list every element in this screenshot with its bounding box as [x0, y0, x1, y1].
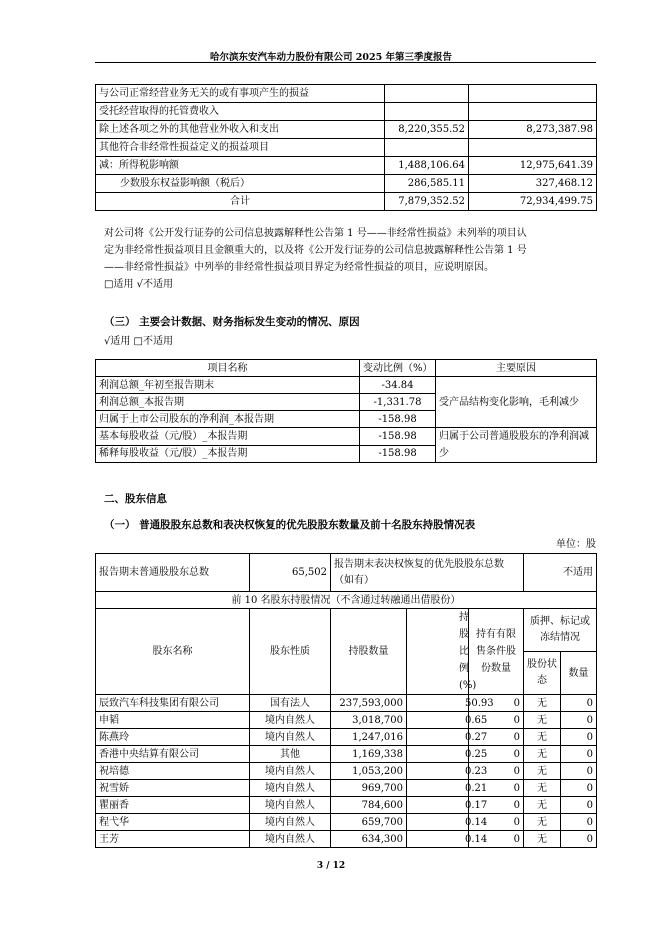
shareholder-restricted: 0: [469, 729, 524, 746]
ratio-cell: -1,331.78: [360, 394, 436, 411]
value-cell: 8,273,387.98: [469, 121, 597, 139]
value-cell: [385, 139, 469, 157]
section-title: （三） 主要会计数据、财务指标发生变动的情况、原因: [104, 316, 360, 328]
shareholder-name: 祝雪娇: [96, 780, 250, 797]
item-cell: 与公司正常经营业务无关的或有事项产生的损益: [96, 85, 385, 103]
subsection-title: （一） 普通股股东总数和表决权恢复的优先股股东数量及前十名股东持股情况表: [104, 519, 476, 531]
shareholder-qty: 0: [561, 712, 597, 729]
shareholder-ratio: 0.65: [407, 712, 469, 729]
shareholder-ratio: 50.93: [407, 695, 469, 712]
total-holders-label: 报告期末普通股股东总数: [96, 554, 250, 592]
shareholder-ratio: 0.17: [407, 797, 469, 814]
table-row-total: [96, 193, 597, 211]
header-pledge: 质押、标记或冻结情况: [524, 609, 597, 652]
shareholder-restricted: 0: [469, 797, 524, 814]
shareholder-ratio: 0.21: [407, 780, 469, 797]
shareholder-shares: 969,700: [331, 780, 407, 797]
header-name: 股东名称: [96, 609, 250, 695]
shareholder-nature: 境内自然人: [250, 831, 331, 848]
shareholder-shares: 237,593,000: [331, 695, 407, 712]
value-cell: 1,488,106.64: [385, 157, 469, 175]
table-row: [96, 746, 597, 763]
shareholder-name: 香港中央结算有限公司: [96, 746, 250, 763]
shareholder-qty: 0: [561, 695, 597, 712]
header-status: 股份状态: [524, 652, 561, 695]
item-cell: 除上述各项之外的其他营业外收入和支出: [96, 121, 385, 139]
ratio-cell: -34.84: [360, 377, 436, 394]
total-label-cell: 合计: [96, 193, 385, 211]
value-cell: [469, 139, 597, 157]
shareholder-name: 程弋华: [96, 814, 250, 831]
shareholder-nature: 境内自然人: [250, 780, 331, 797]
header-restricted: 持有有限售条件股份数量: [469, 609, 524, 695]
top10-caption: 前 10 名股东持股情况（不含通过转融通出借股份）: [96, 592, 597, 609]
unit-label: 单位：股: [556, 539, 596, 550]
note-line: ——非经常性损益》中列举的非经常性损益项目界定为经常性损益的项目，应说明原因。: [104, 262, 494, 273]
table-row: [96, 814, 597, 831]
shareholder-nature: 境内自然人: [250, 712, 331, 729]
shareholder-qty: 0: [561, 746, 597, 763]
shareholder-status: 无: [524, 695, 561, 712]
value-cell: [385, 85, 469, 103]
value-cell: 72,934,499.75: [469, 193, 597, 211]
shareholder-name: 王芳: [96, 831, 250, 848]
shareholder-name: 瞿丽香: [96, 797, 250, 814]
shareholder-nature: 境内自然人: [250, 797, 331, 814]
shareholder-name: 辰致汽车科技集团有限公司: [96, 695, 250, 712]
value-cell: [469, 103, 597, 121]
shareholder-status: 无: [524, 831, 561, 848]
shareholder-qty: 0: [561, 814, 597, 831]
ratio-cell: -158.98: [360, 445, 436, 463]
shareholder-ratio: 0.25: [407, 746, 469, 763]
value-cell: 8,220,355.52: [385, 121, 469, 139]
shareholder-restricted: 0: [469, 695, 524, 712]
shareholder-ratio: 0.14: [407, 831, 469, 848]
page-header-title: 哈尔滨东安汽车动力股份有限公司 2025 年第三季度报告: [209, 52, 453, 63]
table-row: [96, 797, 597, 814]
header-cell: 项目名称: [96, 360, 360, 377]
item-cell: 利润总额_本报告期: [96, 394, 360, 411]
shareholder-ratio: 0.27: [407, 729, 469, 746]
table-row: [96, 695, 597, 712]
table-row: [96, 377, 597, 394]
shareholder-status: 无: [524, 746, 561, 763]
section-options: √适用 □不适用: [104, 336, 173, 347]
shareholder-nature: 境内自然人: [250, 729, 331, 746]
shareholder-restricted: 0: [469, 831, 524, 848]
value-cell: 286,585.11: [385, 175, 469, 193]
item-cell: 稀释每股收益（元/股）_本报告期: [96, 445, 360, 463]
shareholder-qty: 0: [561, 780, 597, 797]
shareholder-qty: 0: [561, 797, 597, 814]
item-cell: 少数股东权益影响额（税后）: [96, 175, 385, 193]
item-cell: 其他符合非经常性损益定义的损益项目: [96, 139, 385, 157]
value-cell: [469, 85, 597, 103]
header-divider: [95, 62, 596, 63]
header-shares: 持股数量: [331, 609, 407, 695]
table-header-row: [96, 609, 597, 652]
item-cell: 基本每股收益（元/股）_本报告期: [96, 428, 360, 446]
shareholder-status: 无: [524, 780, 561, 797]
table-row: [96, 763, 597, 780]
note-options: □适用 √不适用: [104, 279, 173, 290]
shareholder-qty: 0: [561, 763, 597, 780]
table-header-row: [96, 360, 597, 377]
table-row: [96, 121, 597, 139]
shareholder-status: 无: [524, 729, 561, 746]
shareholder-status: 无: [524, 814, 561, 831]
pref-holders-label: 报告期末表决权恢复的优先股股东总数（如有）: [331, 554, 524, 592]
ratio-cell: -158.98: [360, 411, 436, 428]
value-cell: 327,468.12: [469, 175, 597, 193]
table-row: [96, 729, 597, 746]
value-cell: 7,879,352.52: [385, 193, 469, 211]
note-paragraph: [104, 225, 594, 293]
shareholder-status: 无: [524, 763, 561, 780]
shareholder-nature: 境内自然人: [250, 763, 331, 780]
shareholder-restricted: 0: [469, 712, 524, 729]
pref-holders-value: 不适用: [524, 554, 597, 592]
indicator-changes-table: [95, 359, 597, 463]
shareholder-status: 无: [524, 797, 561, 814]
table-row: [96, 712, 597, 729]
shareholder-shares: 3,018,700: [331, 712, 407, 729]
value-cell: 12,975,641.39: [469, 157, 597, 175]
shareholder-restricted: 0: [469, 780, 524, 797]
page-number: 3 / 12: [316, 861, 346, 871]
ratio-cell: -158.98: [360, 428, 436, 446]
table-row: [96, 85, 597, 103]
table-row: [96, 175, 597, 193]
reason-cell: 受产品结构变化影响，毛利减少: [436, 377, 597, 428]
shareholder-shares: 1,169,338: [331, 746, 407, 763]
shareholders-table: [95, 553, 597, 848]
table-row: [96, 157, 597, 175]
note-line: 定为非经常性损益项目且金额重大的，以及将《公开发行证券的公司信息披露解释性公告第 1 号: [104, 245, 527, 256]
shareholder-shares: 784,600: [331, 797, 407, 814]
shareholder-shares: 1,053,200: [331, 763, 407, 780]
value-cell: [385, 103, 469, 121]
shareholder-restricted: 0: [469, 746, 524, 763]
shareholder-nature: 其他: [250, 746, 331, 763]
shareholder-qty: 0: [561, 831, 597, 848]
item-cell: 受托经营取得的托管费收入: [96, 103, 385, 121]
non-recurring-table: [95, 84, 597, 211]
table-row: [96, 831, 597, 848]
table-row: [96, 428, 597, 446]
header-cell: 变动比例（%）: [360, 360, 436, 377]
shareholder-status: 无: [524, 712, 561, 729]
header-ratio: 持股比例(%): [407, 609, 469, 695]
shareholder-nature: 境内自然人: [250, 814, 331, 831]
shareholder-qty: 0: [561, 729, 597, 746]
shareholder-shares: 634,300: [331, 831, 407, 848]
shareholder-restricted: 0: [469, 814, 524, 831]
summary-row: [96, 554, 597, 592]
reason-cell: 归属于公司普通股股东的净利润减少: [436, 428, 597, 463]
shareholder-restricted: 0: [469, 763, 524, 780]
header-qty: 数量: [561, 652, 597, 695]
item-cell: 利润总额_年初至报告期末: [96, 377, 360, 394]
table-row: [96, 103, 597, 121]
total-holders-value: 65,502: [250, 554, 331, 592]
table-row: [96, 139, 597, 157]
shareholder-name: 祝培德: [96, 763, 250, 780]
shareholder-shares: 659,700: [331, 814, 407, 831]
shareholder-ratio: 0.23: [407, 763, 469, 780]
header-cell: 主要原因: [436, 360, 597, 377]
shareholder-shares: 1,247,016: [331, 729, 407, 746]
header-nature: 股东性质: [250, 609, 331, 695]
caption-row: [96, 592, 597, 609]
shareholder-ratio: 0.14: [407, 814, 469, 831]
note-line: 对公司将《公开发行证券的公司信息披露解释性公告第 1 号——非经常性损益》未列举的项目认: [104, 228, 527, 239]
section-title: 二、股东信息: [104, 493, 167, 505]
shareholder-name: 陈燕玲: [96, 729, 250, 746]
shareholder-nature: 国有法人: [250, 695, 331, 712]
item-cell: 归属于上市公司股东的净利润_本报告期: [96, 411, 360, 428]
table-row: [96, 780, 597, 797]
shareholder-name: 申韬: [96, 712, 250, 729]
item-cell: 减：所得税影响额: [96, 157, 385, 175]
